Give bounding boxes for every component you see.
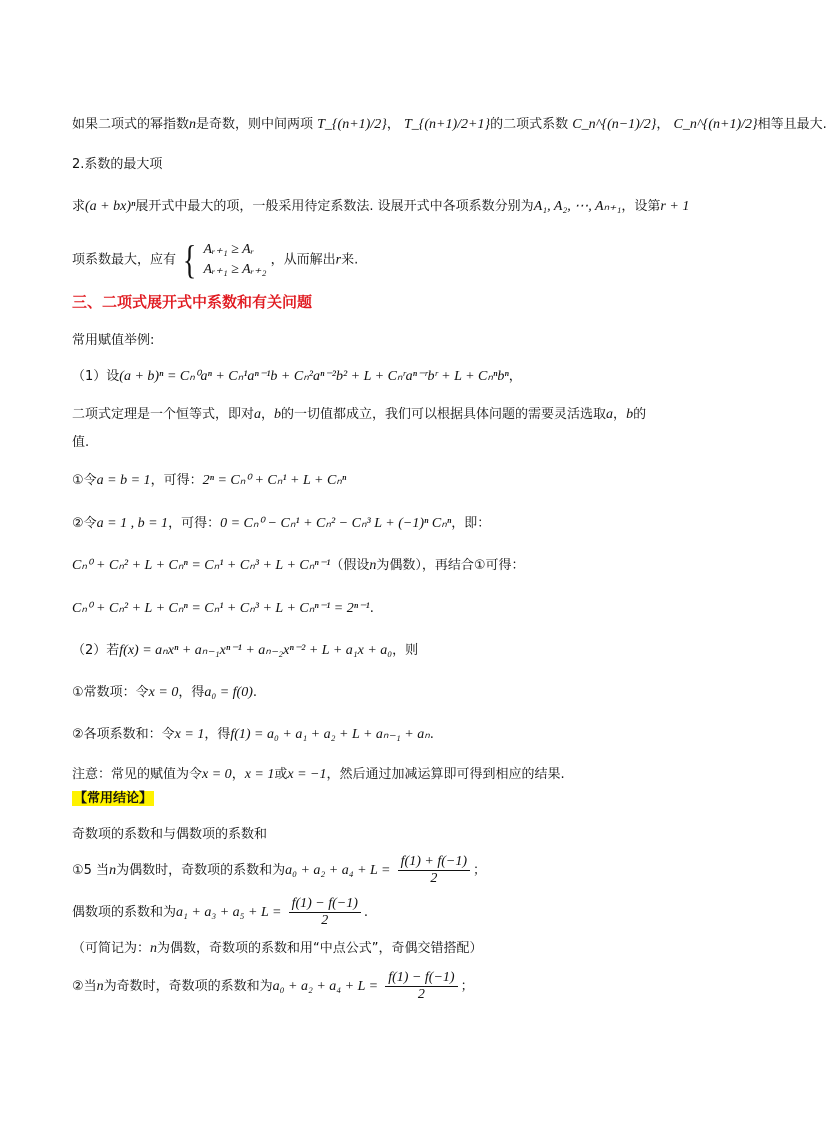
binomial-coef-2: C_n^{(n+1)/2} [673, 117, 758, 132]
left-brace: { [183, 237, 197, 282]
formula-binomial-expansion: （1）设(a + b)ⁿ = Cₙ⁰aⁿ + Cₙ¹aⁿ⁻¹b + Cₙ²aⁿ⁻²b² + L + Cₙʳaⁿ⁻ʳbʳ + L + Cₙⁿbⁿ， [72, 369, 522, 384]
conclusion-badge: 【常用结论】 [74, 791, 153, 806]
note-line: 注意：常见的赋值为令x = 0，x = 1或x = −1，然后通过加减运算即可得到相应的结果. [72, 767, 565, 782]
subheading-max-coef: 2.系数的最大项 [72, 157, 163, 172]
item-even-sum: 偶数项的系数和为a₁ + a₃ + a₅ + L = $\frac{f(1) - f(-1)}{2}$ . [72, 896, 369, 928]
text-line-odd-even-sum: 奇数项的系数和与偶数项的系数和 [72, 827, 268, 842]
fraction: $\frac{f(1) - f(-1)}{2}$ [289, 896, 361, 929]
text-line-examples: 常用赋值举例: [72, 333, 155, 348]
term-t-mid2: T_{(n+1)/2+1} [403, 117, 491, 132]
item-odd-n-odd-sum: ②当n为奇数时，奇数项的系数和为a₀ + a₂ + a₄ + L = $\frac{f(1) - f(-1)}{2}$ ； [72, 970, 474, 1002]
binomial-coef-1: C_n^{(n−1)/2} [572, 117, 657, 132]
fraction: $\frac{f(1) + f(-1)}{2}$ [398, 854, 470, 887]
formula-polynomial: （2）若f(x) = aₙxⁿ + aₙ₋₁xⁿ⁻¹ + aₙ₋₂xⁿ⁻² + L + a₁x + a₀，则 [72, 643, 419, 658]
text-line-middle-terms: 如果二项式的幂指数n是奇数，则中间两项 T_{(n+1)/2}， T_{(n+1)/2+1}的二项式系数 C_n^{(n−1)/2}， C_n^{(n+1)/2}相等且最大. [72, 117, 827, 132]
text-line-mnemonic: （可简记为：n为偶数，奇数项的系数和用“中点公式”，奇偶交错搭配） [72, 941, 483, 956]
item-1-assignment: ①令a = b = 1，可得：2ⁿ = Cₙ⁰ + Cₙ¹ + L + Cₙⁿ [72, 473, 347, 488]
inequality-system: Aᵣ₊₁ ≥ Aᵣ Aᵣ₊₁ ≥ Aᵣ₊₂ [203, 242, 267, 277]
term-t-mid1: T_{(n+1)/2} [317, 117, 387, 132]
formula-even-odd-equal: Cₙ⁰ + Cₙ² + L + Cₙⁿ = Cₙ¹ + Cₙ³ + L + Cₙⁿ⁻¹（假设n为偶数），再结合①可得： [72, 558, 525, 573]
text-line-inequality-system: 项系数最大，应有 { Aᵣ₊₁ ≥ Aᵣ Aᵣ₊₁ ≥ Aᵣ₊₂ ，从而解出r来. [72, 237, 359, 282]
item-coefficient-sum: ②各项系数和：令x = 1，得f(1) = a₀ + a₁ + a₂ + L + aₙ₋₁ + aₙ. [72, 727, 434, 742]
item-constant-term: ①常数项：令x = 0，得a₀ = f(0). [72, 685, 258, 700]
formula-sum-power: Cₙ⁰ + Cₙ² + L + Cₙⁿ = Cₙ¹ + Cₙ³ + L + Cₙⁿ⁻¹ = 2ⁿ⁻¹. [72, 601, 374, 616]
text-line-identity: 二项式定理是一个恒等式，即对a，b的一切值都成立，我们可以根据具体问题的需要灵活选取a，b的 [72, 407, 647, 422]
text-line-method: 求(a + bx)ⁿ展开式中最大的项，一般采用待定系数法. 设展开式中各项系数分别为A₁, A₂, ⋯, Aₙ₊₁，设第r + 1 [72, 199, 690, 214]
fraction: $\frac{f(1) - f(-1)}{2}$ [385, 970, 457, 1003]
section-heading: 三、二项式展开式中系数和有关问题 [72, 293, 313, 311]
text-line-value: 值. [72, 435, 90, 450]
item-2-assignment: ②令a = 1 , b = 1，可得：0 = Cₙ⁰ − Cₙ¹ + Cₙ² − Cₙ³ L + (−1)ⁿ Cₙⁿ，即： [72, 516, 491, 531]
item-even-n-odd-sum: ①5 当n为偶数时，奇数项的系数和为a₀ + a₂ + a₄ + L = $\frac{f(1) + f(-1)}{2}$ ； [72, 854, 486, 886]
